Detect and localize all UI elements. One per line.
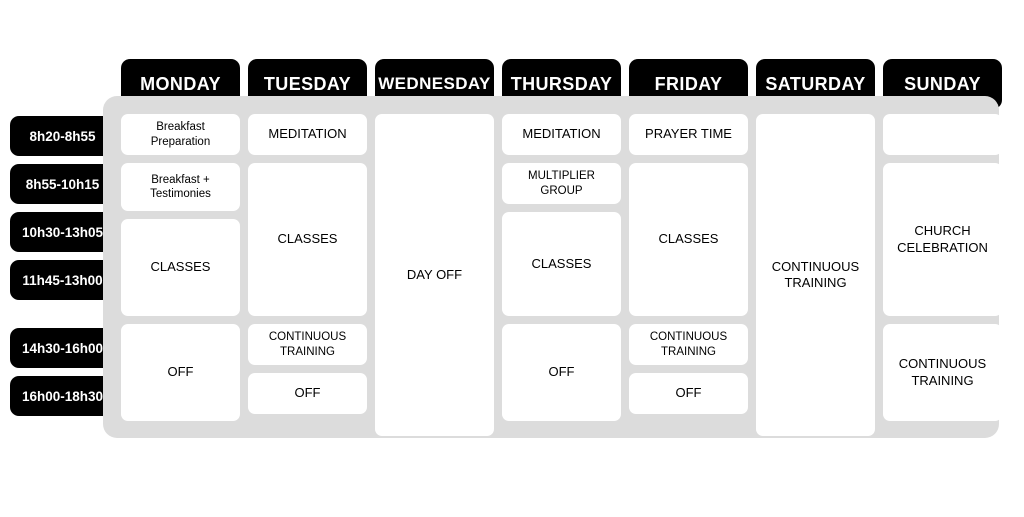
schedule-cell: MEDITATION (502, 114, 621, 155)
schedule-cell: CONTINUOUS TRAINING (756, 114, 875, 436)
schedule-cell: CLASSES (502, 212, 621, 316)
schedule-cell: OFF (248, 373, 367, 414)
schedule-cell: MEDITATION (248, 114, 367, 155)
time-slot-6: 16h00-18h30 (10, 376, 115, 416)
time-column-gap (10, 308, 115, 328)
day-column-saturday (756, 114, 875, 436)
schedule-cell: CHURCH CELEBRATION (883, 163, 1002, 316)
schedule-cell: CONTINUOUS TRAINING (248, 324, 367, 365)
time-slot-5: 14h30-16h00 (10, 328, 115, 368)
schedule-grid-panel (103, 96, 999, 438)
schedule-cell: OFF (629, 373, 748, 414)
schedule-cell: CLASSES (121, 219, 240, 316)
schedule-cell: PRAYER TIME (629, 114, 748, 155)
day-header-tuesday: TUESDAY (248, 59, 367, 109)
day-column-monday (121, 114, 240, 436)
day-header-saturday: SATURDAY (756, 59, 875, 109)
day-header-sunday: SUNDAY (883, 59, 1002, 109)
day-column-tuesday (248, 114, 367, 436)
day-column-sunday (883, 114, 1002, 436)
day-header-friday: FRIDAY (629, 59, 748, 109)
time-slot-column (10, 116, 115, 424)
day-column-thursday (502, 114, 621, 436)
time-slot-1: 8h20-8h55 (10, 116, 115, 156)
schedule-cell: CLASSES (629, 163, 748, 316)
schedule-cell (883, 114, 1002, 155)
schedule-cell: OFF (121, 324, 240, 421)
schedule-cell: DAY OFF (375, 114, 494, 436)
schedule-cell: CONTINUOUS TRAINING (883, 324, 1002, 421)
schedule-cell: CONTINUOUS TRAINING (629, 324, 748, 365)
day-header-wednesday: WEDNESDAY (375, 59, 494, 109)
day-header-monday: MONDAY (121, 59, 240, 109)
schedule-columns (121, 114, 1002, 436)
time-slot-2: 8h55-10h15 (10, 164, 115, 204)
schedule-cell: CLASSES (248, 163, 367, 316)
schedule-cell: OFF (502, 324, 621, 421)
day-column-wednesday (375, 114, 494, 436)
time-slot-3: 10h30-13h05 (10, 212, 115, 252)
day-column-friday (629, 114, 748, 436)
schedule-cell: Breakfast Preparation (121, 114, 240, 155)
time-slot-4: 11h45-13h00 (10, 260, 115, 300)
day-header-thursday: THURSDAY (502, 59, 621, 109)
schedule-cell: Breakfast + Testimonies (121, 163, 240, 211)
schedule-cell: MULTIPLIER GROUP (502, 163, 621, 204)
